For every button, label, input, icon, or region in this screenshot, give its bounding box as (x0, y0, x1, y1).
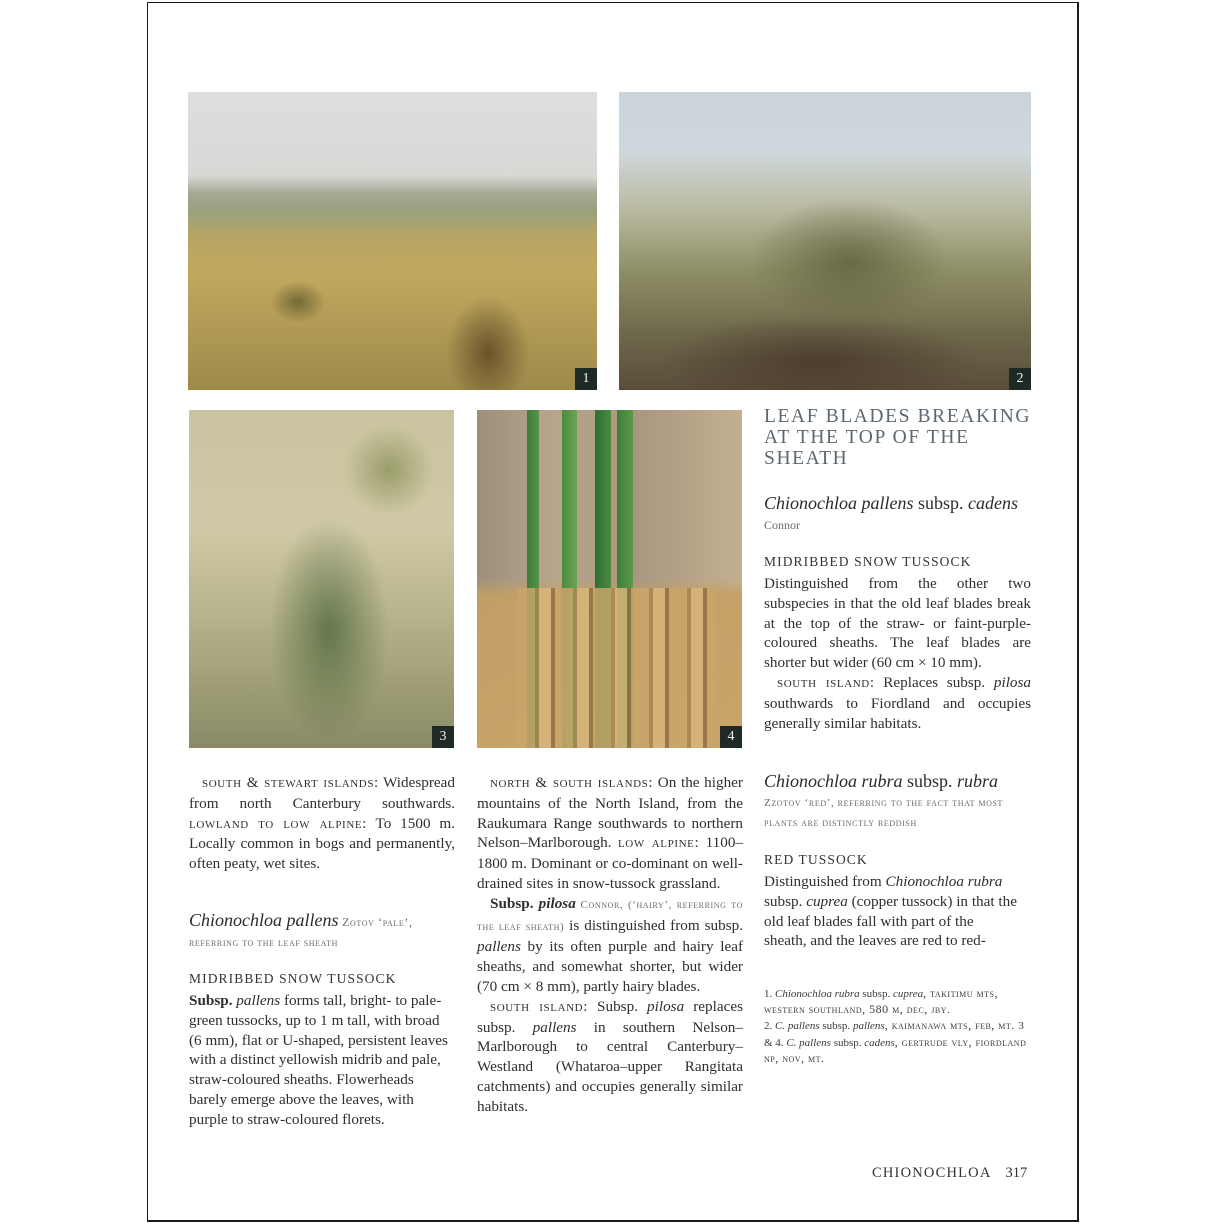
text: by its often purple and hairy leaf sheaths, and somewhat shorter, but wider (70 cm × 8 mm), partly hairy blades. (477, 938, 743, 995)
species-name-cadens (764, 493, 1018, 514)
text: Widespread from north Canterbury southwards. (189, 774, 455, 812)
italic-text: C. pallens (786, 1036, 831, 1049)
author-rubra-line2: plants are distinctly reddish (764, 817, 917, 829)
genus-species: Chionochloa rubra (764, 771, 903, 791)
common-name-cadens: MIDRIBBED SNOW TUSSOCK (764, 554, 972, 569)
text: (copper tussock) in that the old leaf blades fall with part of the sheath, and the leaves are red to red- (764, 892, 1017, 950)
text: is distinguished from subsp. (564, 916, 744, 934)
italic-text: pilosa (993, 673, 1032, 691)
italic-text: pallens (477, 938, 521, 956)
italic-text: Chionochloa rubra (885, 873, 1003, 890)
caption-number: 2. (764, 1020, 775, 1033)
distribution-paragraph (764, 673, 1031, 733)
description-cadens (764, 574, 1031, 733)
sheath-illustration (517, 588, 717, 748)
text: in southern Nelson–Marlborough to central Canterbury–Westland (Whataroa–upper Rangitata catchments) and occupies generally similar habitats. (477, 1018, 743, 1115)
italic-text: cuprea (892, 988, 924, 1000)
text: subsp. (830, 1036, 865, 1049)
italic-text: pilosa (538, 894, 576, 912)
text: replaces subsp. (477, 997, 743, 1036)
italic-text: pallens (532, 1018, 577, 1036)
description-text: Distinguished from the other two subspecies in that the old leaf blades break at the top of the straw- or faint-purple-coloured sheaths. The leaf blades are shorter but wider (60 cm × 10 mm). (764, 575, 1031, 672)
common-name-pallens: MIDRIBBED SNOW TUSSOCK (189, 971, 397, 986)
region-label: north & south islands: (490, 775, 654, 791)
photo-captions (764, 986, 1034, 1067)
photo-number-badge: 2 (1009, 368, 1031, 390)
caption-1 (764, 986, 1034, 1018)
running-footer (872, 1165, 1027, 1182)
author-rubra-line1: Zzotov ‘red’, referring to the fact that most (764, 797, 1004, 809)
subspecies: rubra (957, 771, 999, 791)
subsp-label: subsp. (913, 493, 969, 513)
section-heading: LEAF BLADES BREAKING AT THE TOP OF THE SHEATH (764, 406, 1032, 469)
text: subsp. (859, 988, 893, 1000)
species-name-rubra (764, 771, 998, 792)
altitude-label: lowland to low alpine: (189, 815, 367, 832)
text-col2 (477, 773, 743, 1117)
caption-number: 1. (764, 988, 775, 1000)
altitude-label: low alpine: (617, 835, 700, 852)
text: subsp. (764, 892, 807, 910)
photo-1 (188, 92, 597, 390)
text: Distinguished from (764, 873, 886, 890)
text: southwards to Fiordland and occupies generally similar habitats. (764, 694, 1031, 732)
description-rubra (764, 872, 1018, 951)
author: Zotov ‘pale’, (338, 915, 413, 929)
photo-3 (189, 410, 454, 748)
caption-location: , kaimanawa mts, feb, mt. (884, 1018, 1019, 1033)
italic-text: cuprea (806, 892, 848, 910)
text: To 1500 m. Locally common in bogs and permanently, often peaty, wet sites. (189, 814, 455, 873)
etymology-pallens: referring to the leaf sheath (189, 937, 338, 949)
common-name-rubra: RED TUSSOCK (764, 852, 868, 867)
text: Subsp. (587, 997, 648, 1015)
photo-number-badge: 1 (575, 368, 597, 390)
pilosa-paragraph (477, 894, 743, 997)
subsp-label: subsp. (902, 771, 958, 791)
caption-2-3-4 (764, 1018, 1034, 1067)
region-label: south & stewart islands: (202, 775, 379, 791)
distribution-col1 (189, 773, 455, 874)
caption-location: , gertrude vly, fiordland np, nov, mt. (764, 1034, 1027, 1065)
photo-4 (477, 410, 742, 748)
author-cadens: Connor (764, 518, 800, 532)
italic-text: pilosa (647, 997, 685, 1015)
caption-number: 3 & 4. (764, 1020, 1024, 1049)
italic-text: C. pallens (775, 1020, 820, 1033)
text: Replaces subsp. (874, 673, 994, 691)
page-number: 317 (1005, 1165, 1028, 1181)
distribution-paragraph (477, 773, 743, 894)
distribution-paragraph (189, 773, 455, 874)
bold-text: Subsp. (189, 992, 237, 1009)
subspecies: cadens (968, 493, 1018, 513)
text: 1100–1800 m. Dominant or co-dominant on well-drained sites in snow-tussock grassland. (477, 834, 744, 892)
description-pallens (189, 991, 455, 1130)
photo-2 (619, 92, 1031, 390)
region-label: south island: (490, 998, 588, 1015)
genus-species: Chionochloa pallens (764, 493, 914, 513)
text: subsp. (819, 1020, 853, 1033)
photo-number-badge: 4 (720, 726, 742, 748)
caption-location: , takitimu mts, western southland, 580 m, dec, jby. (764, 986, 998, 1017)
bold-text: Subsp. (490, 894, 539, 912)
italic-text: Chionochloa rubra (775, 988, 860, 1000)
running-head: CHIONOCHLOA (872, 1165, 992, 1181)
photo-number-badge: 3 (432, 726, 454, 748)
text: forms tall, bright- to pale-green tussocks, up to 1 m tall, with broad (6 mm), flat or U-shaped, persistent leaves with a distinct yellowish midrib and pale, straw-coloured sheaths. Flowerheads barely emerge above the leaves, with purple to straw-coloured florets. (189, 992, 448, 1128)
italic-text: pallens (852, 1020, 885, 1033)
distribution-paragraph (477, 997, 743, 1117)
author: Connor, (‘hairy’, referring to the leaf sheath) (477, 898, 743, 933)
genus-species: Chionochloa pallens (189, 910, 339, 930)
italic-text: pallens (236, 992, 281, 1009)
region-label: south island: (777, 674, 875, 691)
italic-text: cadens (864, 1036, 895, 1049)
species-name-pallens (189, 910, 413, 931)
text: On the higher mountains of the North Island, from the Raukumara Range southwards to northern Nelson–Marlborough. (477, 774, 743, 852)
